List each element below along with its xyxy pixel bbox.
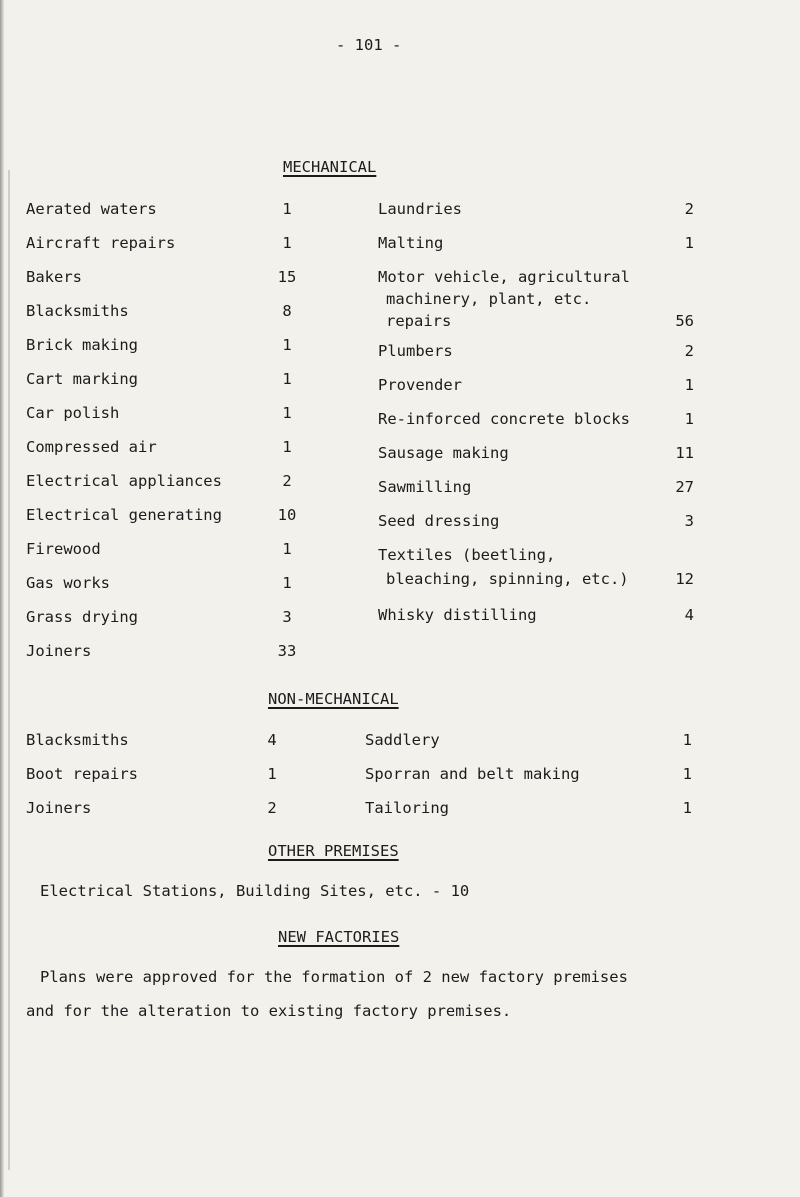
list-item-label: Sawmilling <box>378 478 472 496</box>
list-item-count: 4 <box>684 606 694 624</box>
new-factories-line-2: and for the alteration to existing factory premises. <box>26 1002 512 1020</box>
list-item-label-cont: machinery, plant, etc. <box>386 290 592 308</box>
page-crease <box>8 170 10 1170</box>
list-item-label: Blacksmiths <box>26 302 129 320</box>
list-item-label: Bakers <box>26 268 82 286</box>
mechanical-heading: MECHANICAL <box>283 158 377 176</box>
list-item-count: 1 <box>282 200 292 218</box>
list-item-count: 1 <box>684 376 694 394</box>
list-item-label: Motor vehicle, agricultural <box>378 268 630 286</box>
non-mechanical-heading: NON-MECHANICAL <box>268 690 399 708</box>
list-item-label-cont: bleaching, spinning, etc.) <box>386 570 629 588</box>
list-item-label: Brick making <box>26 336 138 354</box>
list-item-label: Electrical appliances <box>26 472 222 490</box>
list-item-count: 4 <box>267 731 277 749</box>
list-item-count: 12 <box>675 570 694 588</box>
page-number: - 101 - <box>336 36 402 54</box>
list-item-label: Whisky distilling <box>378 606 537 624</box>
list-item-count: 8 <box>282 302 292 320</box>
new-factories-heading: NEW FACTORIES <box>278 928 400 946</box>
list-item-count: 1 <box>282 234 292 252</box>
list-item-count: 3 <box>684 512 694 530</box>
list-item-count: 1 <box>282 540 292 558</box>
other-premises-heading: OTHER PREMISES <box>268 842 399 860</box>
list-item-count: 1 <box>684 234 694 252</box>
list-item-count: 1 <box>682 765 692 783</box>
list-item-label: Firewood <box>26 540 101 558</box>
list-item-count: 10 <box>277 506 297 524</box>
list-item-count: 1 <box>282 574 292 592</box>
list-item-label: Re-inforced concrete blocks <box>378 410 630 428</box>
other-premises-text: Electrical Stations, Building Sites, etc. - 10 <box>40 882 470 900</box>
list-item-label: Joiners <box>26 799 92 817</box>
list-item-label: Saddlery <box>365 731 440 749</box>
list-item-label: Seed dressing <box>378 512 500 530</box>
list-item-count: 1 <box>684 410 694 428</box>
list-item-count: 1 <box>282 404 292 422</box>
list-item-label: Blacksmiths <box>26 731 129 749</box>
list-item-label: Textiles (beetling, <box>378 546 556 564</box>
list-item-label: Gas works <box>26 574 110 592</box>
list-item-label: Plumbers <box>378 342 453 360</box>
list-item-count: 3 <box>282 608 292 626</box>
list-item-count: 2 <box>684 200 694 218</box>
list-item-count: 11 <box>675 444 694 462</box>
list-item-count: 2 <box>684 342 694 360</box>
page-edge-shadow <box>0 0 4 1197</box>
list-item-count: 1 <box>267 765 277 783</box>
list-item-label: Aircraft repairs <box>26 234 176 252</box>
list-item-count: 27 <box>675 478 694 496</box>
list-item-count: 2 <box>267 799 277 817</box>
list-item-count: 1 <box>682 799 692 817</box>
list-item-label: Cart marking <box>26 370 138 388</box>
list-item-count: 1 <box>682 731 692 749</box>
list-item-label: Electrical generating <box>26 506 222 524</box>
list-item-label: Grass drying <box>26 608 138 626</box>
list-item-label: Joiners <box>26 642 92 660</box>
list-item-label: Boot repairs <box>26 765 138 783</box>
list-item-label: Compressed air <box>26 438 157 456</box>
new-factories-line-1: Plans were approved for the formation of 2 new factory premises <box>40 968 628 986</box>
list-item-count: 56 <box>675 312 694 330</box>
list-item-count: 2 <box>282 472 292 490</box>
list-item-label: Sausage making <box>378 444 509 462</box>
list-item-count: 1 <box>282 370 292 388</box>
list-item-label: Tailoring <box>365 799 449 817</box>
list-item-count: 1 <box>282 438 292 456</box>
list-item-label: Car polish <box>26 404 120 422</box>
list-item-label: Malting <box>378 234 444 252</box>
list-item-label: Sporran and belt making <box>365 765 580 783</box>
list-item-count: 33 <box>277 642 297 660</box>
list-item-label: Provender <box>378 376 462 394</box>
list-item-count: 1 <box>282 336 292 354</box>
list-item-count: 15 <box>277 268 297 286</box>
list-item-label: Aerated waters <box>26 200 157 218</box>
list-item-label-cont: repairs <box>386 312 452 330</box>
list-item-label: Laundries <box>378 200 462 218</box>
